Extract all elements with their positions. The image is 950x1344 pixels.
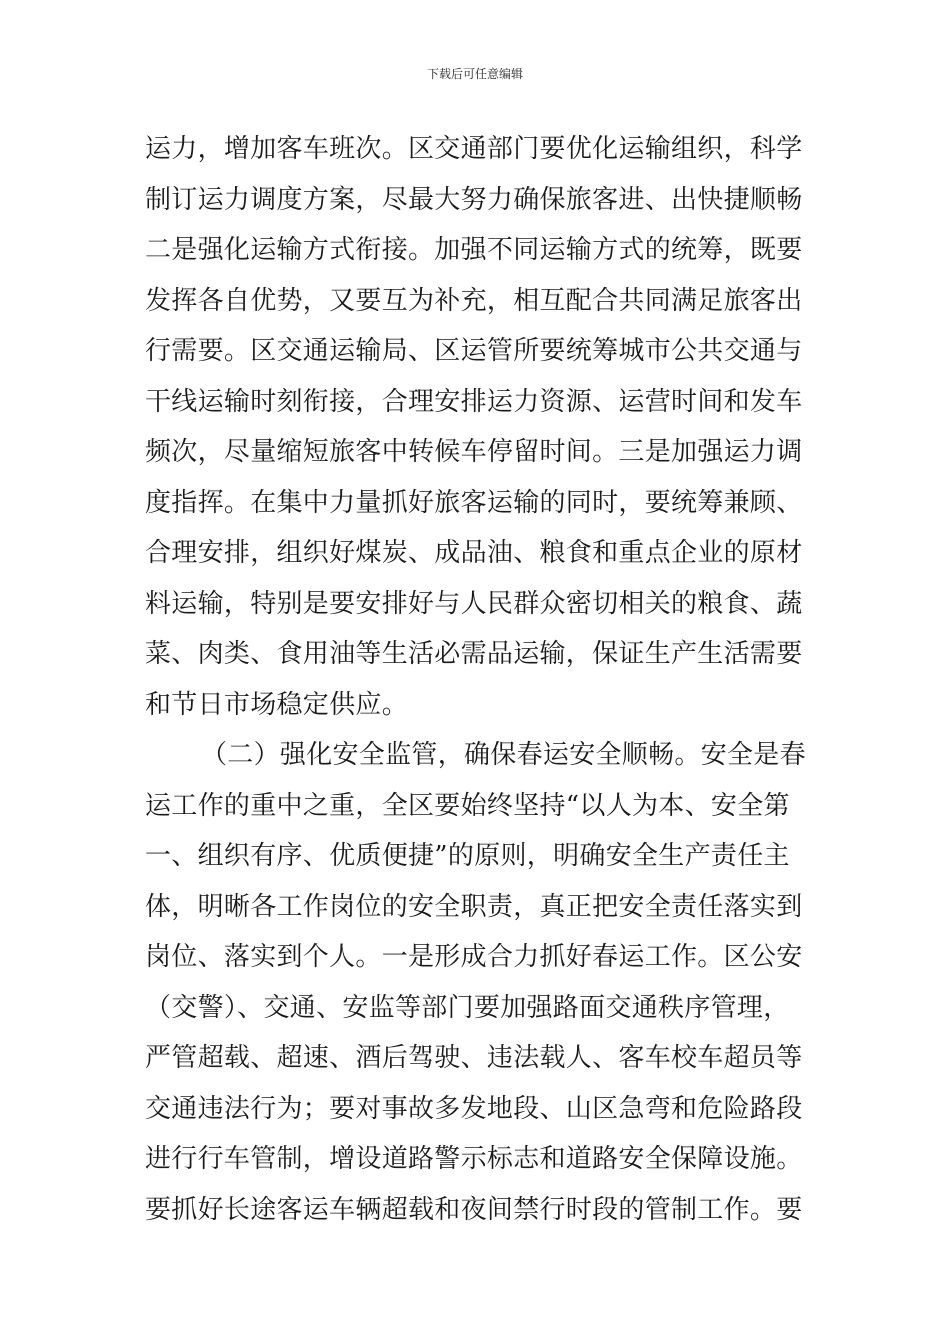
text-line: 一、组织有序、优质便捷”的原则，明确安全生产责任主 [145, 841, 790, 871]
text-line: 运工作的重中之重，全区要始终坚持“以人为本、安全第 [145, 790, 790, 821]
document-body [145, 124, 809, 1235]
text-line: 行需要。区交通运输局、区运管所要统筹城市公共交通与 [145, 336, 803, 366]
text-line: 菜、肉类、食用油等生活必需品运输，保证生产生活需要 [145, 639, 803, 669]
text-line: 合理安排，组织好煤炭、成品油、粮食和重点企业的原材 [145, 538, 803, 568]
text-line: 度指挥。在集中力量抓好旅客运输的同时，要统筹兼顾、 [145, 487, 803, 518]
text-line: 制订运力调度方案，尽最大努力确保旅客进、出快捷顺畅 [145, 184, 803, 215]
text-line: 岗位、落实到个人。一是形成合力抓好春运工作。区公安 [145, 942, 803, 972]
text-line: 要抓好长途客运车辆超载和夜间禁行时段的管制工作。要 [145, 1194, 803, 1225]
text-line: 严管超载、超速、酒后驾驶、违法载人、客车校车超员等 [145, 1043, 803, 1073]
section-heading-line: （二）强化安全监管，确保春运安全顺畅。安全是春 [201, 740, 806, 770]
text-line: 运力，增加客车班次。区交通部门要优化运输组织，科学 [145, 134, 803, 164]
text-line: （交警）、交通、安监等部门要加强路面交通秩序管理， [145, 992, 790, 1023]
text-line: 进行行车管制，增设道路警示标志和道路安全保障设施。 [145, 1144, 803, 1174]
text-line: 交通违法行为；要对事故多发地段、山区急弯和危险路段 [145, 1093, 803, 1124]
page-header-note: 下载后可任意编辑 [426, 67, 523, 81]
text-line: 料运输，特别是要安排好与人民群众密切相关的粮食、蔬 [145, 588, 803, 619]
text-line: 体，明晰各工作岗位的安全职责，真正把安全责任落实到 [145, 891, 803, 922]
text-line: 和节日市场稳定供应。 [145, 689, 409, 720]
text-line: 干线运输时刻衔接，合理安排运力资源、运营时间和发车 [145, 386, 803, 417]
text-line: 频次，尽量缩短旅客中转候车停留时间。三是加强运力调 [145, 437, 803, 467]
text-line: 二是强化运输方式衔接。加强不同运输方式的统筹，既要 [145, 235, 803, 265]
text-line: 发挥各自优势，又要互为补充，相互配合共同满足旅客出 [145, 285, 803, 316]
